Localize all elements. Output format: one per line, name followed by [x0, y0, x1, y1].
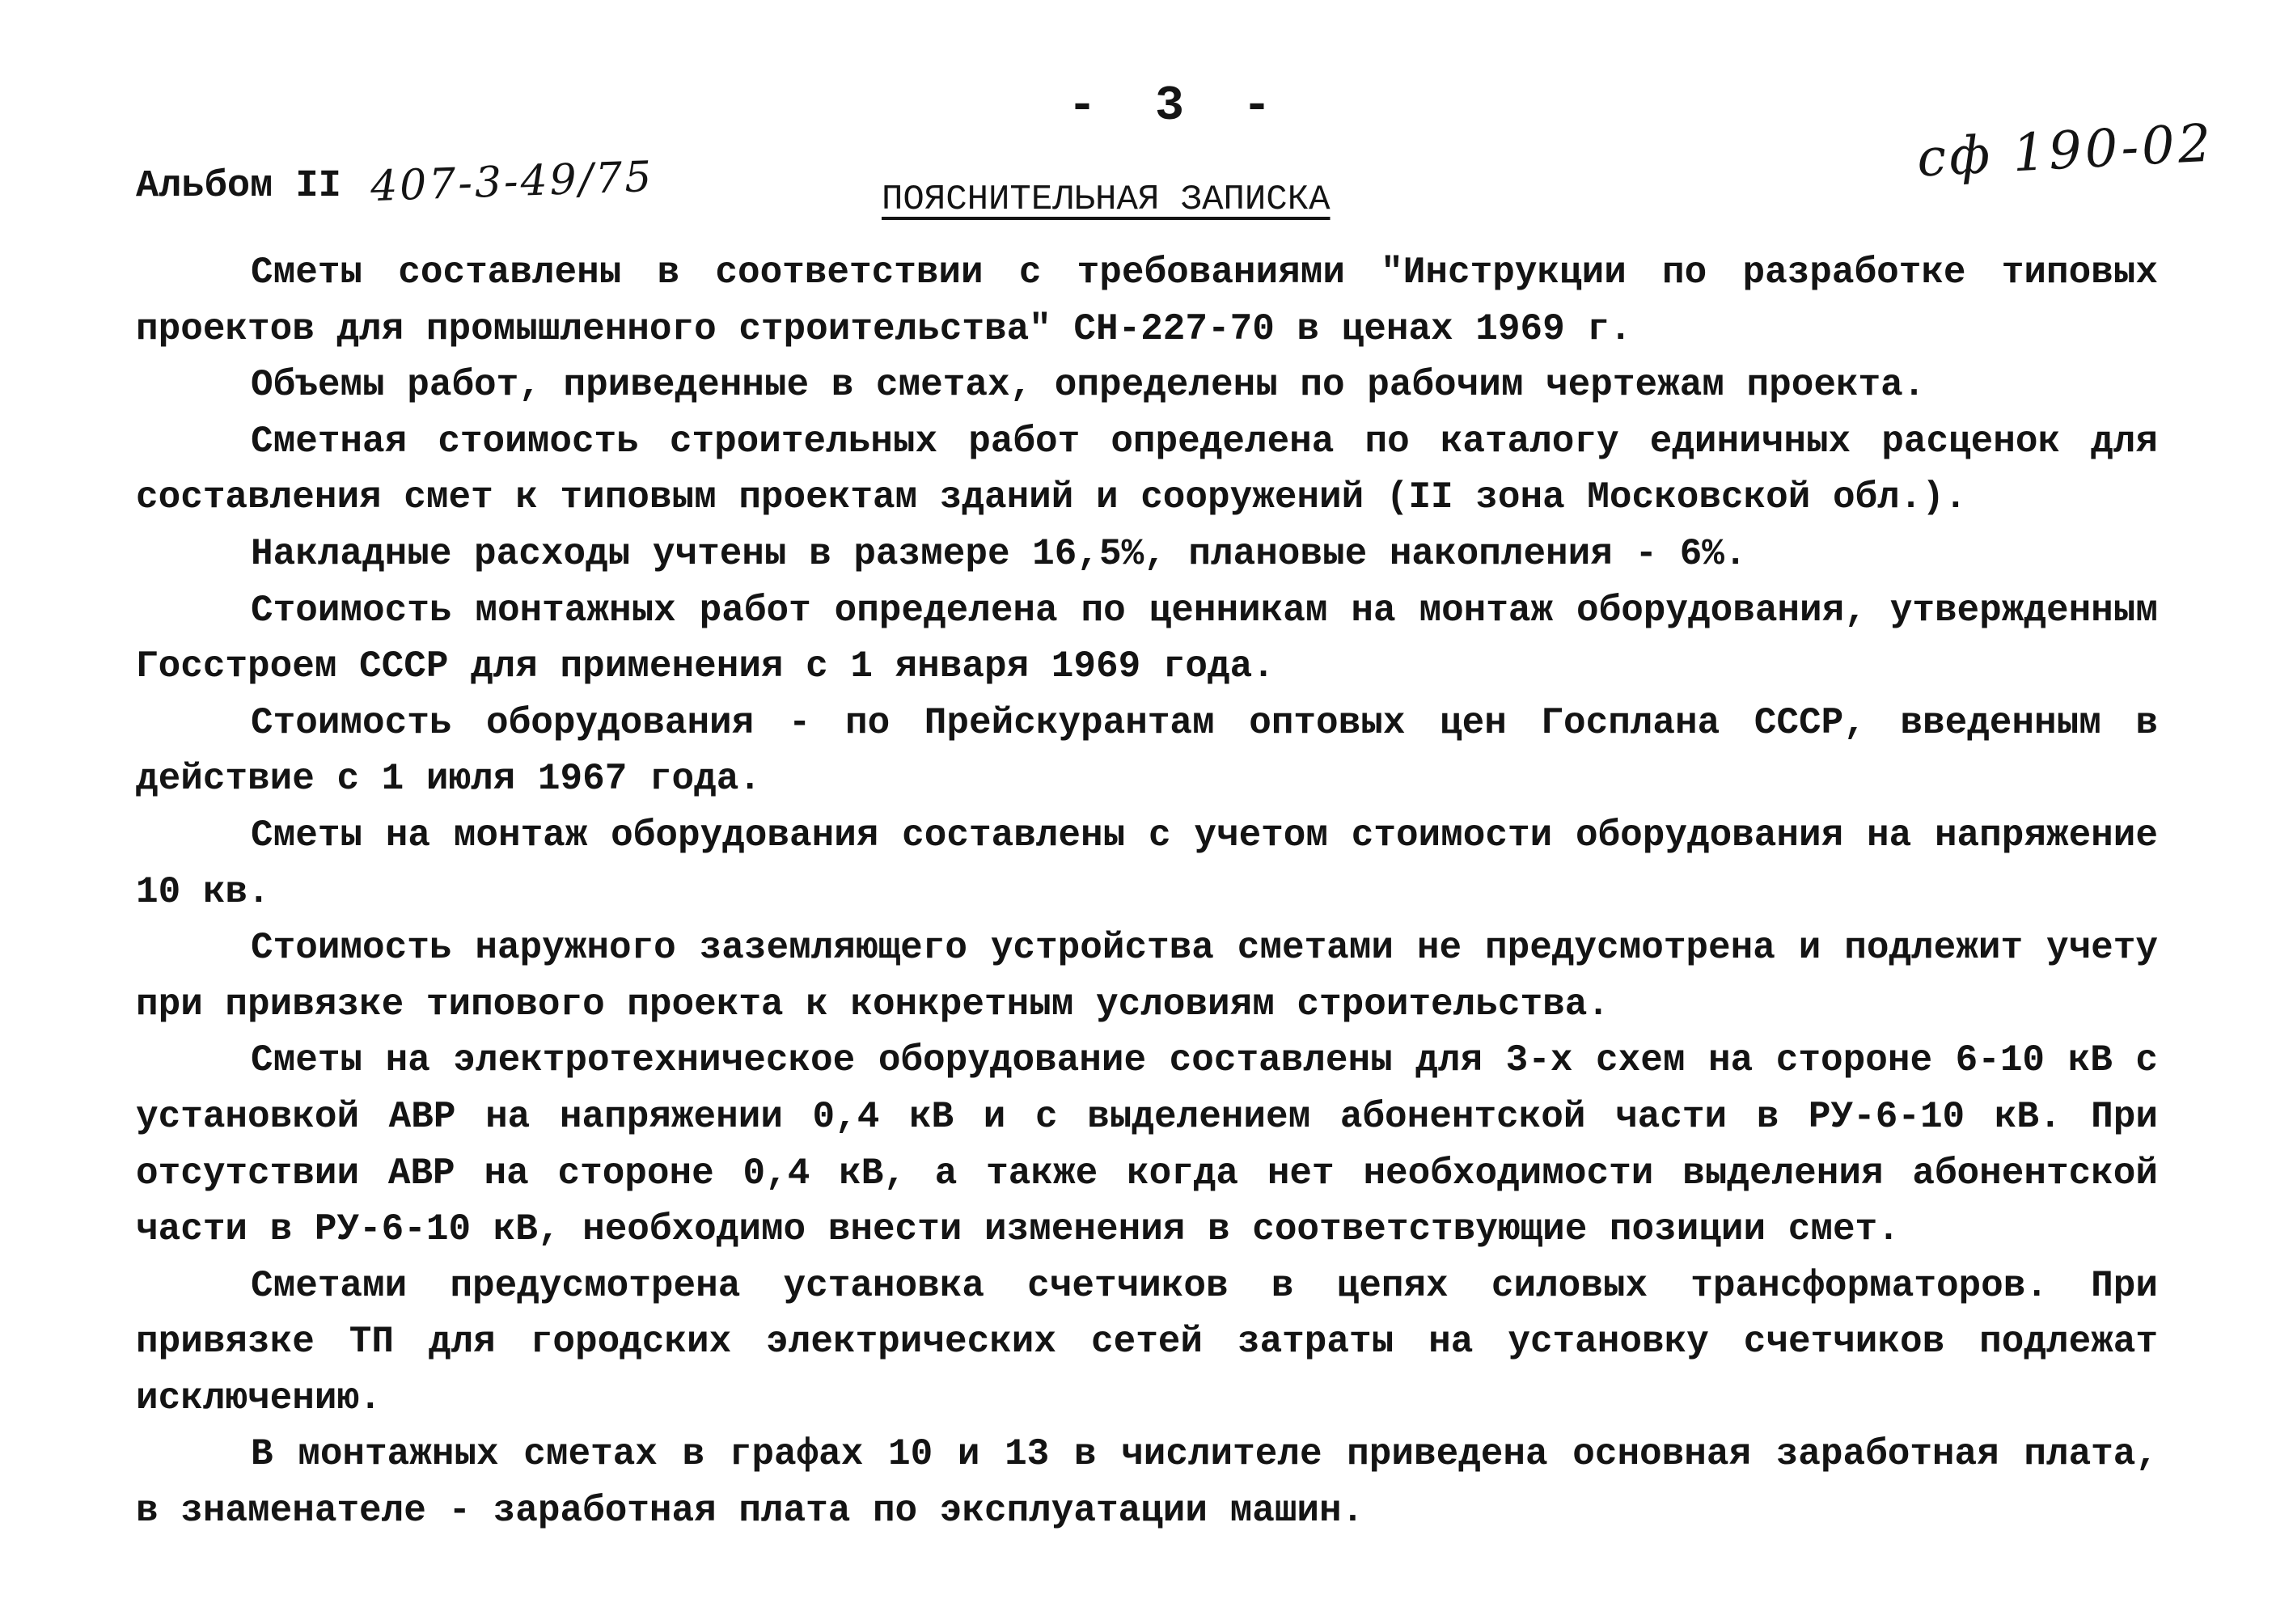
paragraph: Сметы на электротехническое оборудование составлены для 3-х схем на стороне 6-10 кВ с установкой АВР на напряжении 0,4 кВ и с выделением абонентской части в РУ-6-10 кВ. При отсутствии АВР на стороне 0,4 кВ, а также когда нет необходимости выделения абонентской части в РУ-6-10 кВ, необходимо внести изменения в соответствующие позиции смет.	[136, 1039, 2158, 1251]
paragraph: Стоимость наружного заземляющего устройства сметами не предусмотрена и подлежит учету при привязке типового проекта к конкретным условиям строительства.	[136, 927, 2158, 1026]
paragraph: Сметная стоимость строительных работ определена по каталогу единичных расценок для составления смет к типовым проектам зданий и сооружений (II зона Московской обл.).	[136, 420, 2158, 519]
paragraph: Стоимость оборудования - по Прейскурантам оптовых цен Госплана СССР, введенным в действие с 1 июля 1967 года.	[136, 701, 2158, 801]
paragraph: Сметы на монтаж оборудования составлены с учетом стоимости оборудования на напряжение 10 кв.	[136, 814, 2158, 913]
album-code: 407-3-49/75	[370, 152, 655, 212]
sheet-code: сф 190-02	[1915, 113, 2216, 189]
paragraph: Накладные расходы учтены в размере 16,5%, плановые накопления - 6%.	[251, 532, 1747, 575]
paragraph: Объемы работ, приведенные в сметах, определены по рабочим чертежам проекта.	[251, 364, 1926, 407]
paragraph: Сметами предусмотрена установка счетчиков в цепях силовых трансформаторов. При привязке ТП для городских электрических сетей затраты на установку счетчиков подлежат исключению.	[136, 1264, 2158, 1419]
document-heading: ПОЯСНИТЕЛЬНАЯ ЗАПИСКА	[882, 180, 1331, 220]
paragraph: Сметы составлены в соответствии с требованиями "Инструкции по разработке типовых проектов для промышленного строительства" СН-227-70 в ценах 1969 г.	[136, 252, 2158, 350]
album-label: Альбом II	[136, 165, 341, 208]
album-reference	[136, 152, 655, 212]
paragraph: Стоимость монтажных работ определена по ценникам на монтаж оборудования, утвержденным Госстроем СССР для применения с 1 января 1969 года.	[136, 589, 2158, 688]
page-number: - 3 -	[1068, 79, 1287, 134]
paragraph: В монтажных сметах в графах 10 и 13 в числителе приведена основная заработная плата, в знаменателе - заработная плата по эксплуатации машин.	[136, 1433, 2158, 1533]
document-body	[136, 245, 2158, 1540]
